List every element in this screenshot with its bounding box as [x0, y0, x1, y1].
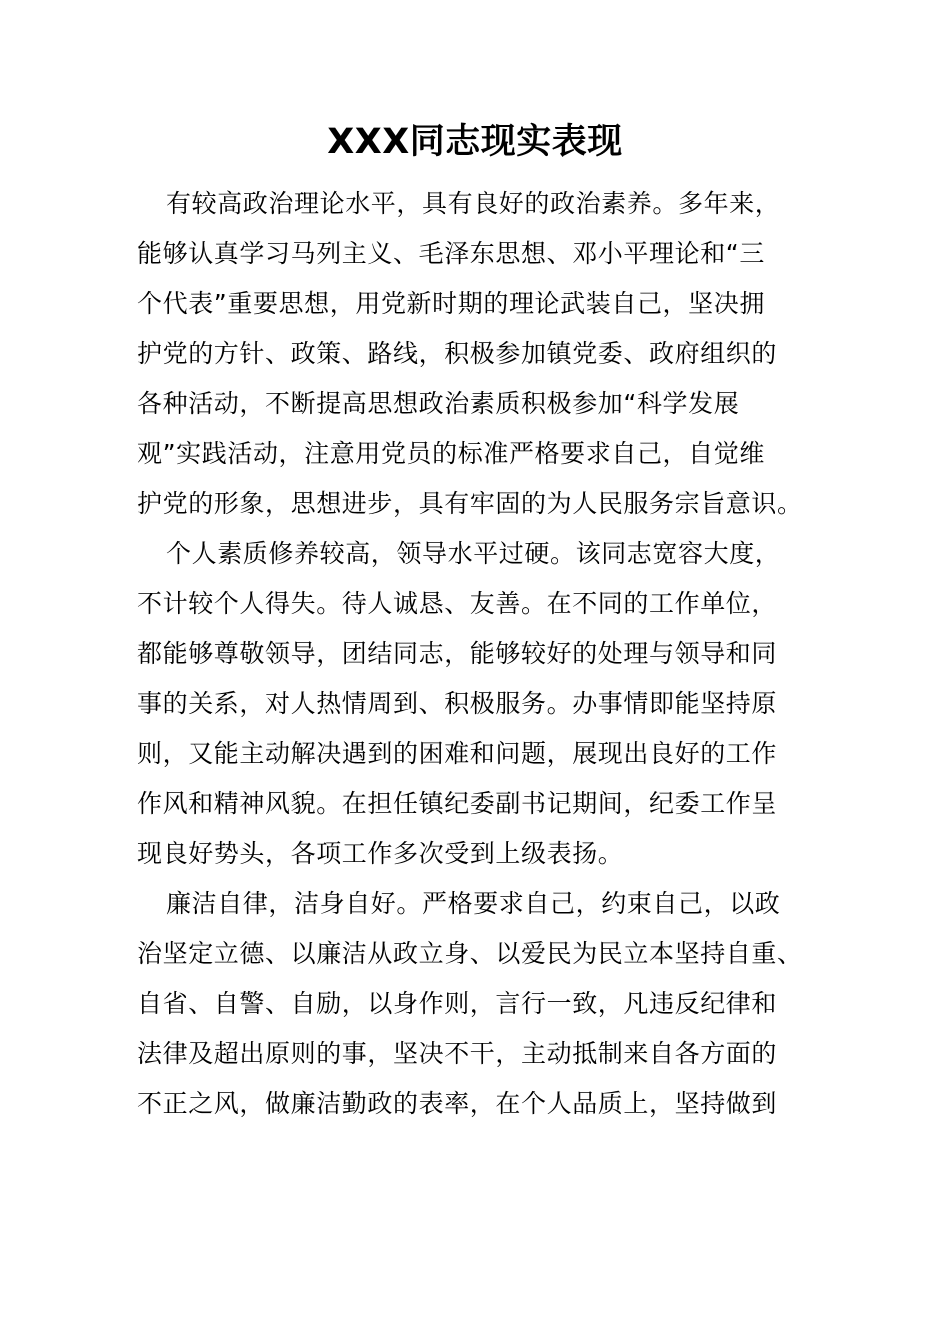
text-line: 都能够尊敬领导，团结同志，能够较好的处理与领导和同	[137, 639, 778, 668]
text-line: 能够认真学习马列主义、毛泽东思想、邓小平理论和“三	[137, 239, 765, 268]
text-line: 则，又能主动解决遇到的困难和问题，展现出良好的工作	[137, 739, 778, 768]
text-line: 自省、自警、自励，以身作则，言行一致，凡违反纪律和	[137, 989, 778, 1018]
text-line: 个人素质修养较高，领导水平过硬。该同志宽容大度，	[166, 539, 781, 568]
text-line: 护党的形象，思想进步，具有牢固的为人民服务宗旨意识。	[137, 489, 803, 518]
text-line: 作风和精神风貌。在担任镇纪委副书记期间，纪委工作呈	[137, 789, 778, 818]
text-line: 各种活动，不断提高思想政治素质积极参加“科学发展	[137, 389, 740, 418]
text-line: 廉洁自律，洁身自好。严格要求自己，约束自己，以政	[166, 889, 781, 918]
text-line: 护党的方针、政策、路线，积极参加镇党委、政府组织的	[137, 339, 778, 368]
text-line: 不正之风，做廉洁勤政的表率，在个人品质上，坚持做到	[137, 1089, 778, 1118]
text-line: 治坚定立德、以廉洁从政立身、以爱民为民立本坚持自重、	[137, 939, 803, 968]
text-line: 不计较个人得失。待人诚恳、友善。在不同的工作单位，	[137, 589, 778, 618]
text-line: 有较高政治理论水平，具有良好的政治素养。多年来，	[166, 189, 781, 218]
text-line: 现良好势头，各项工作多次受到上级表扬。	[137, 839, 624, 868]
text-line: 个代表”重要思想，用党新时期的理论武装自己，坚决拥	[137, 289, 765, 318]
text-line: 事的关系，对人热情周到、积极服务。办事情即能坚持原	[137, 689, 778, 718]
text-line: 法律及超出原则的事，坚决不干，主动抵制来自各方面的	[137, 1039, 778, 1068]
document-title: XXX同志现实表现	[327, 122, 623, 162]
text-line: 观”实践活动，注意用党员的标准严格要求自己，自觉维	[137, 439, 765, 468]
